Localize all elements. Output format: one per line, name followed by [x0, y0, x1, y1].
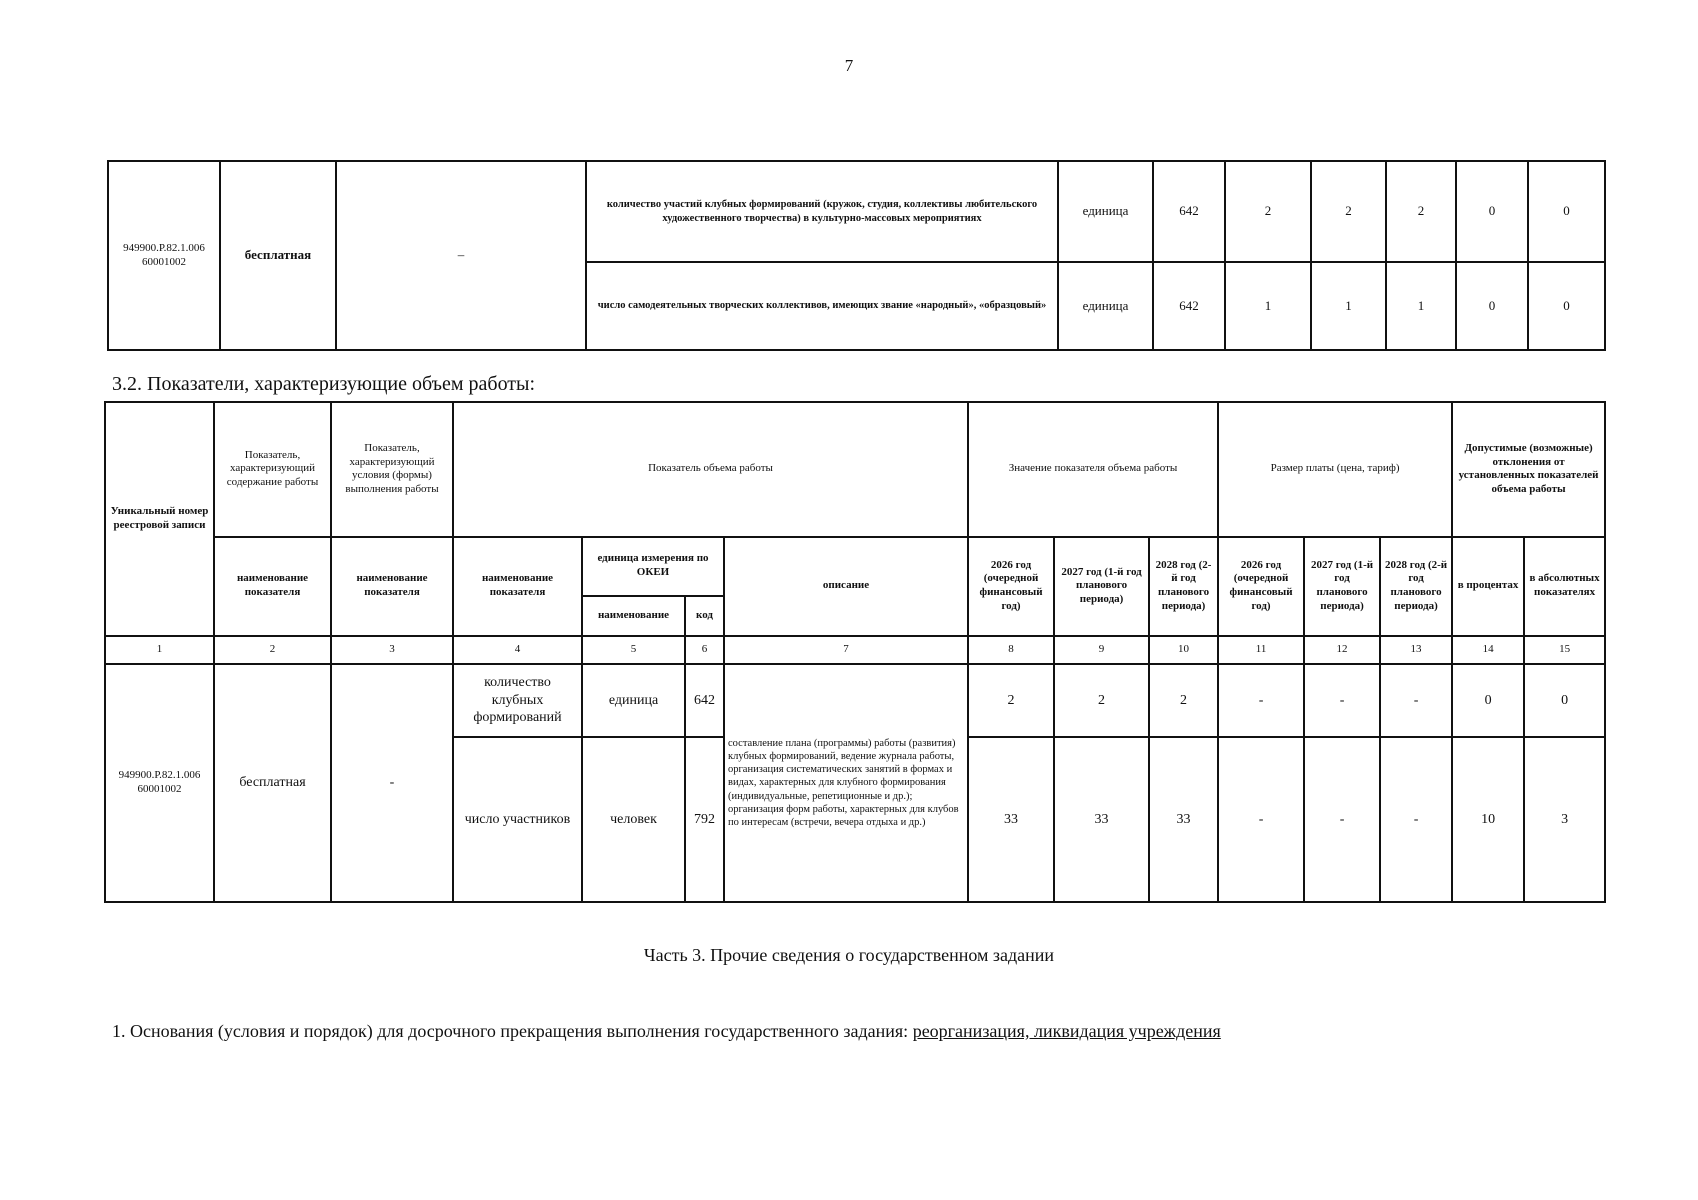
column-number: 12	[1304, 636, 1380, 664]
part-title: Часть 3. Прочие сведения о государственном задании	[643, 945, 1055, 965]
value-2026-cell: 33	[968, 737, 1054, 902]
header-fee-2028: 2028 год (2-й год планового периода)	[1380, 537, 1452, 636]
content-value-cell: бесплатная	[214, 664, 331, 902]
header-percent: в процентах	[1452, 537, 1524, 636]
column-number: 3	[331, 636, 453, 664]
fee-2027-cell: -	[1304, 737, 1380, 902]
termination-basis	[112, 1021, 1221, 1042]
column-number: 5	[582, 636, 685, 664]
column-number: 8	[968, 636, 1054, 664]
fee-2026-cell: -	[1218, 737, 1304, 902]
value-2028-cell: 2	[1149, 664, 1218, 737]
condition-value-cell: –	[336, 161, 586, 350]
value-2027-cell: 33	[1054, 737, 1149, 902]
deviation-absolute-cell: 0	[1528, 161, 1605, 262]
value-2026-cell: 2	[1225, 161, 1311, 262]
quality-indicators-table	[107, 160, 1606, 351]
unit-cell: единица	[582, 664, 685, 737]
description-cell: составление плана (программы) работы (развития) клубных формирований, ведение журнала работы, организация систематических занятий в формах и видах, характерных для клубного формирования (индивидуальные, репетиционные и др.); организация форм работы, характерных для клубов по интересам (встречи, вечера отдыха и др.)	[724, 664, 968, 902]
column-number: 15	[1524, 636, 1605, 664]
header-value-2028: 2028 год (2-й год планового периода)	[1149, 537, 1218, 636]
column-number: 11	[1218, 636, 1304, 664]
deviation-absolute-cell: 0	[1524, 664, 1605, 737]
unit-cell: человек	[582, 737, 685, 902]
column-number: 9	[1054, 636, 1149, 664]
header-description: описание	[724, 537, 968, 636]
header-fee-2026: 2026 год (очередной финансовый год)	[1218, 537, 1304, 636]
column-number: 4	[453, 636, 582, 664]
column-number: 7	[724, 636, 968, 664]
indicator-name-cell: количество клубных формирований	[453, 664, 582, 737]
deviation-absolute-cell: 0	[1528, 262, 1605, 350]
unit-cell: единица	[1058, 161, 1153, 262]
column-number: 14	[1452, 636, 1524, 664]
header-value-2026: 2026 год (очередной финансовый год)	[968, 537, 1054, 636]
indicator-name-cell: число самодеятельных творческих коллективов, имеющих звание «народный», «образцовый»	[586, 262, 1058, 350]
header-unit-code: код	[685, 596, 724, 636]
value-2027-cell: 1	[1311, 262, 1386, 350]
header-okei-unit: единица измерения по ОКЕИ	[582, 537, 724, 596]
fee-2028-cell: -	[1380, 737, 1452, 902]
unit-code-cell: 792	[685, 737, 724, 902]
header-condition-name: наименование показателя	[331, 537, 453, 636]
header-fee-2027: 2027 год (1-й год планового периода)	[1304, 537, 1380, 636]
fee-2026-cell: -	[1218, 664, 1304, 737]
column-number: 13	[1380, 636, 1452, 664]
unit-cell: единица	[1058, 262, 1153, 350]
section-title: 3.2. Показатели, характеризующие объем работы:	[112, 373, 536, 395]
column-number: 6	[685, 636, 724, 664]
deviation-percent-cell: 0	[1456, 161, 1528, 262]
value-2028-cell: 33	[1149, 737, 1218, 902]
value-2028-cell: 2	[1386, 161, 1456, 262]
column-number: 1	[105, 636, 214, 664]
value-2027-cell: 2	[1311, 161, 1386, 262]
termination-basis-label: 1. Основания (условия и порядок) для досрочного прекращения выполнения государственного задания:	[112, 1021, 913, 1041]
termination-basis-value: реорганизация, ликвидация учреждения	[912, 1021, 1221, 1041]
header-unit-name: наименование	[582, 596, 685, 636]
condition-value-cell: -	[331, 664, 453, 902]
fee-2028-cell: -	[1380, 664, 1452, 737]
unit-code-cell: 642	[685, 664, 724, 737]
value-2026-cell: 1	[1225, 262, 1311, 350]
deviation-percent-cell: 0	[1456, 262, 1528, 350]
page-number: 7	[844, 56, 854, 75]
header-content-name: наименование показателя	[214, 537, 331, 636]
deviation-percent-cell: 10	[1452, 737, 1524, 902]
value-2028-cell: 1	[1386, 262, 1456, 350]
header-condition-indicator: Показатель, характеризующий условия (формы) выполнения работы	[331, 402, 453, 537]
header-unique-number: Уникальный номер реестровой записи	[105, 402, 214, 636]
record-id-cell: 949900.Р.82.1.006 60001002	[108, 161, 220, 350]
header-value-2027: 2027 год (1-й год планового периода)	[1054, 537, 1149, 636]
header-deviation: Допустимые (возможные) отклонения от установленных показателей объема работы	[1452, 402, 1605, 537]
header-absolute: в абсолютных показателях	[1524, 537, 1605, 636]
okei-cell: 642	[1153, 161, 1225, 262]
indicator-name-cell: число участников	[453, 737, 582, 902]
volume-indicators-table	[104, 401, 1606, 903]
deviation-absolute-cell: 3	[1524, 737, 1605, 902]
value-2027-cell: 2	[1054, 664, 1149, 737]
content-value-cell: бесплатная	[220, 161, 336, 350]
record-id-cell: 949900.Р.82.1.006 60001002	[105, 664, 214, 902]
column-number: 2	[214, 636, 331, 664]
indicator-name-cell: количество участий клубных формирований (кружок, студия, коллективы любительского художественного творчества) в культурно-массовых мероприятиях	[586, 161, 1058, 262]
header-content-indicator: Показатель, характеризующий содержание работы	[214, 402, 331, 537]
column-number: 10	[1149, 636, 1218, 664]
header-volume-value: Значение показателя объема работы	[968, 402, 1218, 537]
deviation-percent-cell: 0	[1452, 664, 1524, 737]
header-volume-name: наименование показателя	[453, 537, 582, 636]
okei-cell: 642	[1153, 262, 1225, 350]
header-fee: Размер платы (цена, тариф)	[1218, 402, 1452, 537]
fee-2027-cell: -	[1304, 664, 1380, 737]
header-volume-indicator: Показатель объема работы	[453, 402, 968, 537]
value-2026-cell: 2	[968, 664, 1054, 737]
